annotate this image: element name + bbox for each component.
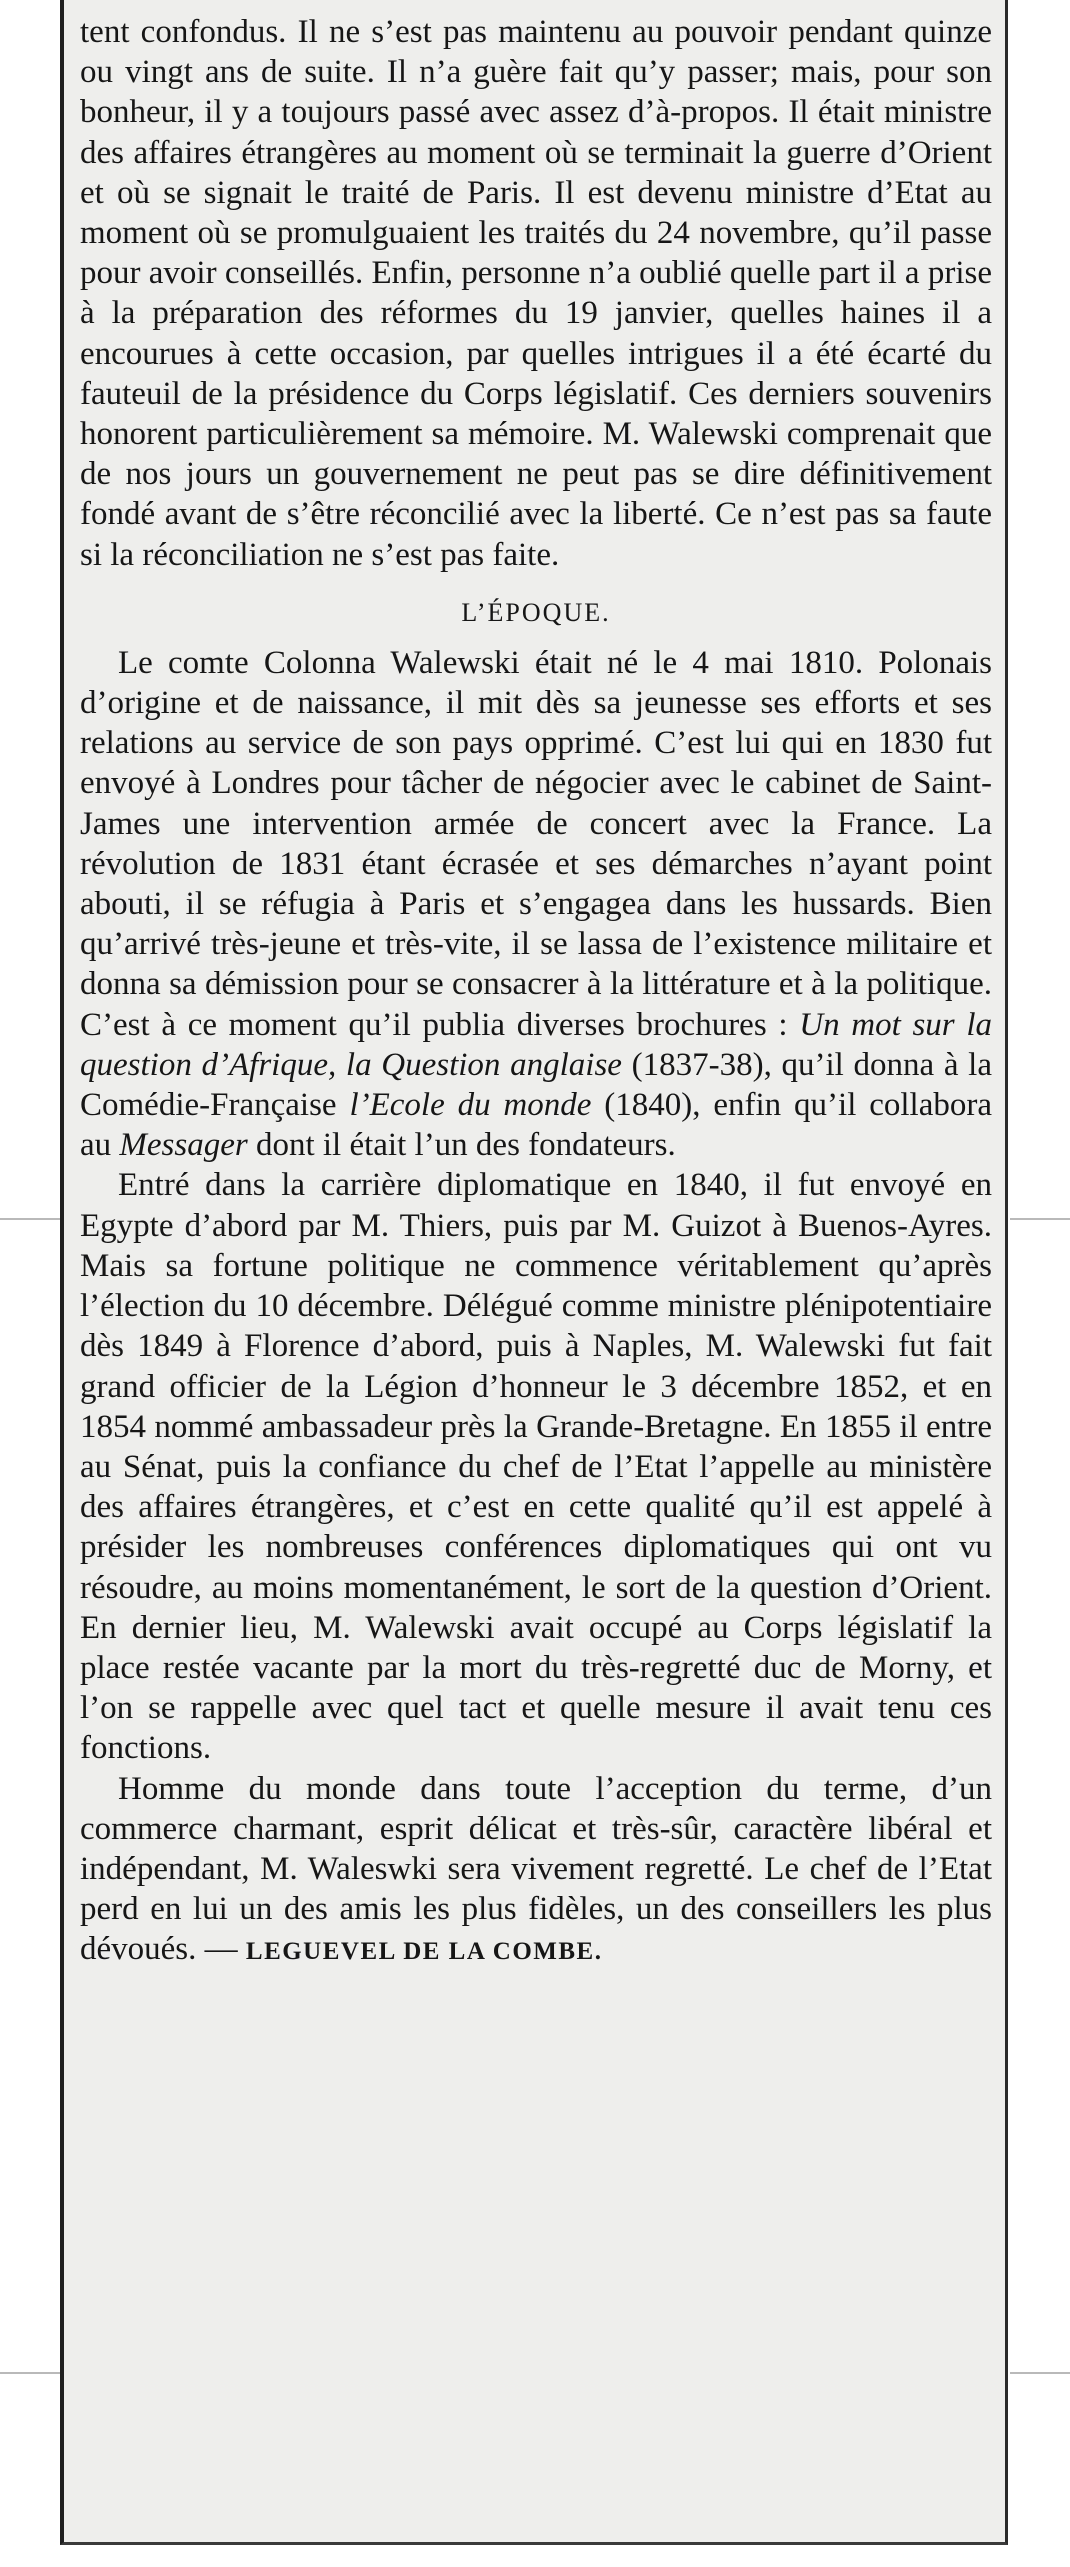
intro-paragraph: tent confondus. Il ne s’est pas maintenu au pouvoir pendant quinze ou vingt ans de suite. Il n’a guère fait qu’y passer; mais, pour son bonheur, il y a toujours passé avec assez d’à-propos. Il était ministre des affaires étrangères au moment où se terminait la guerre d’Orient et où se signait le traité de Paris. Il est devenu ministre d’Etat au moment où se promulguaient les traités du 24 novembre, qu’il passe pour avoir conseillés. Enfin, personne n’a oublié quelle part il a prise à la préparation des réformes du 19 janvier, quelles haines il a encourues à cette occasion, par quelles intrigues il a été écarté du fauteuil de la présidence du Corps législatif. Ces derniers souvenirs honorent particulièrement sa mémoire. M. Walewski comprenait que de nos jours un gouvernement ne peut pas se dire définitivement fondé avant de s’être réconcilié avec la liberté. Ce n’est pas sa faute si la réconciliation ne s’est pas faite. bbox=[80, 14, 992, 573]
paragraph-text: (1837-38), qu’il donna à la Comédie-Française bbox=[80, 1046, 993, 1124]
brochure-title: Un mot sur la question d’Afrique, la Question anglaise bbox=[80, 1006, 993, 1083]
newspaper-clipping bbox=[60, 0, 1008, 2545]
paragraph-text: Homme du monde dans toute l’acception du terme, d’un commerce charmant, esprit délicat et très-sûr, caractère libéral et indépendant, M. Waleswki sera vivement regretté. Le chef de l’Etat perd en lui un des amis les plus fidèles, un des conseillers les plus dévoués. bbox=[80, 1770, 992, 1968]
signature-dash: — bbox=[196, 1931, 246, 1968]
paragraph-text: (1840), enfin qu’il collabora au bbox=[80, 1087, 992, 1164]
author-signature: LEGUEVEL DE LA COMBE. bbox=[245, 1938, 603, 1966]
closing-paragraph bbox=[80, 1769, 992, 1973]
paragraph-text: dont il était l’un des fondateurs. bbox=[247, 1127, 676, 1164]
play-title: l’Ecole du monde bbox=[349, 1087, 592, 1124]
section-heading: L’ÉPOQUE. bbox=[461, 597, 611, 627]
biography-paragraph bbox=[80, 643, 992, 1166]
diplomatic-career-paragraph: Entré dans la carrière diplomatique en 1840, il fut envoyé en Egypte d’abord par M. Thiers, puis par M. Guizot à Buenos-Ayres. Mais sa fortune politique ne commence véritablement qu’après l’élection du 10 décembre. Délégué comme ministre plénipotentiaire dès 1849 à Florence d’abord, puis à Naples, M. Walewski fut fait grand officier de la Légion d’honneur le 3 décembre 1852, et en 1854 nommé ambassadeur près la Grande-Bretagne. En 1855 il entre au Sénat, puis la confiance du chef de l’Etat l’appelle au ministère des affaires étrangères, et c’est en cette qualité qu’il est appelé à présider les nombreuses conférences diplomatiques qui ont vu résoudre, au moins momentanément, le sort de la question d’Orient. En dernier lieu, M. Walewski avait occupé au Corps législatif la place restée vacante par la mort du très-regretté duc de Morny, et l’on se rappelle avec quel tact et quelle mesure il avait tenu ces fonctions. bbox=[80, 1167, 992, 1767]
article-body bbox=[80, 12, 992, 1973]
scan-edge-line bbox=[1010, 2372, 1070, 2374]
scan-edge-line bbox=[1010, 1218, 1070, 1220]
paragraph-text: Le comte Colonna Walewski était né le 4 mai 1810. Polonais d’origine et de naissance, il mit dès sa jeunesse ses efforts et ses relations au service de son pays opprimé. C’est lui qui en 1830 fut envoyé à Londres pour tâcher de négocier avec le cabinet de Saint-James une intervention armée de concert avec la France. La révolution de 1831 étant écrasée et ses démarches n’ayant point abouti, il se réfugia à Paris et s’engagea dans les hussards. Bien qu’arrivé très-jeune et très-vite, il se lassa de l’existence militaire et donna sa démission pour se consacrer à la littérature et à la politique. C’est à ce moment qu’il publia diverses brochures : bbox=[80, 644, 992, 1043]
newspaper-title: Messager bbox=[119, 1127, 248, 1164]
